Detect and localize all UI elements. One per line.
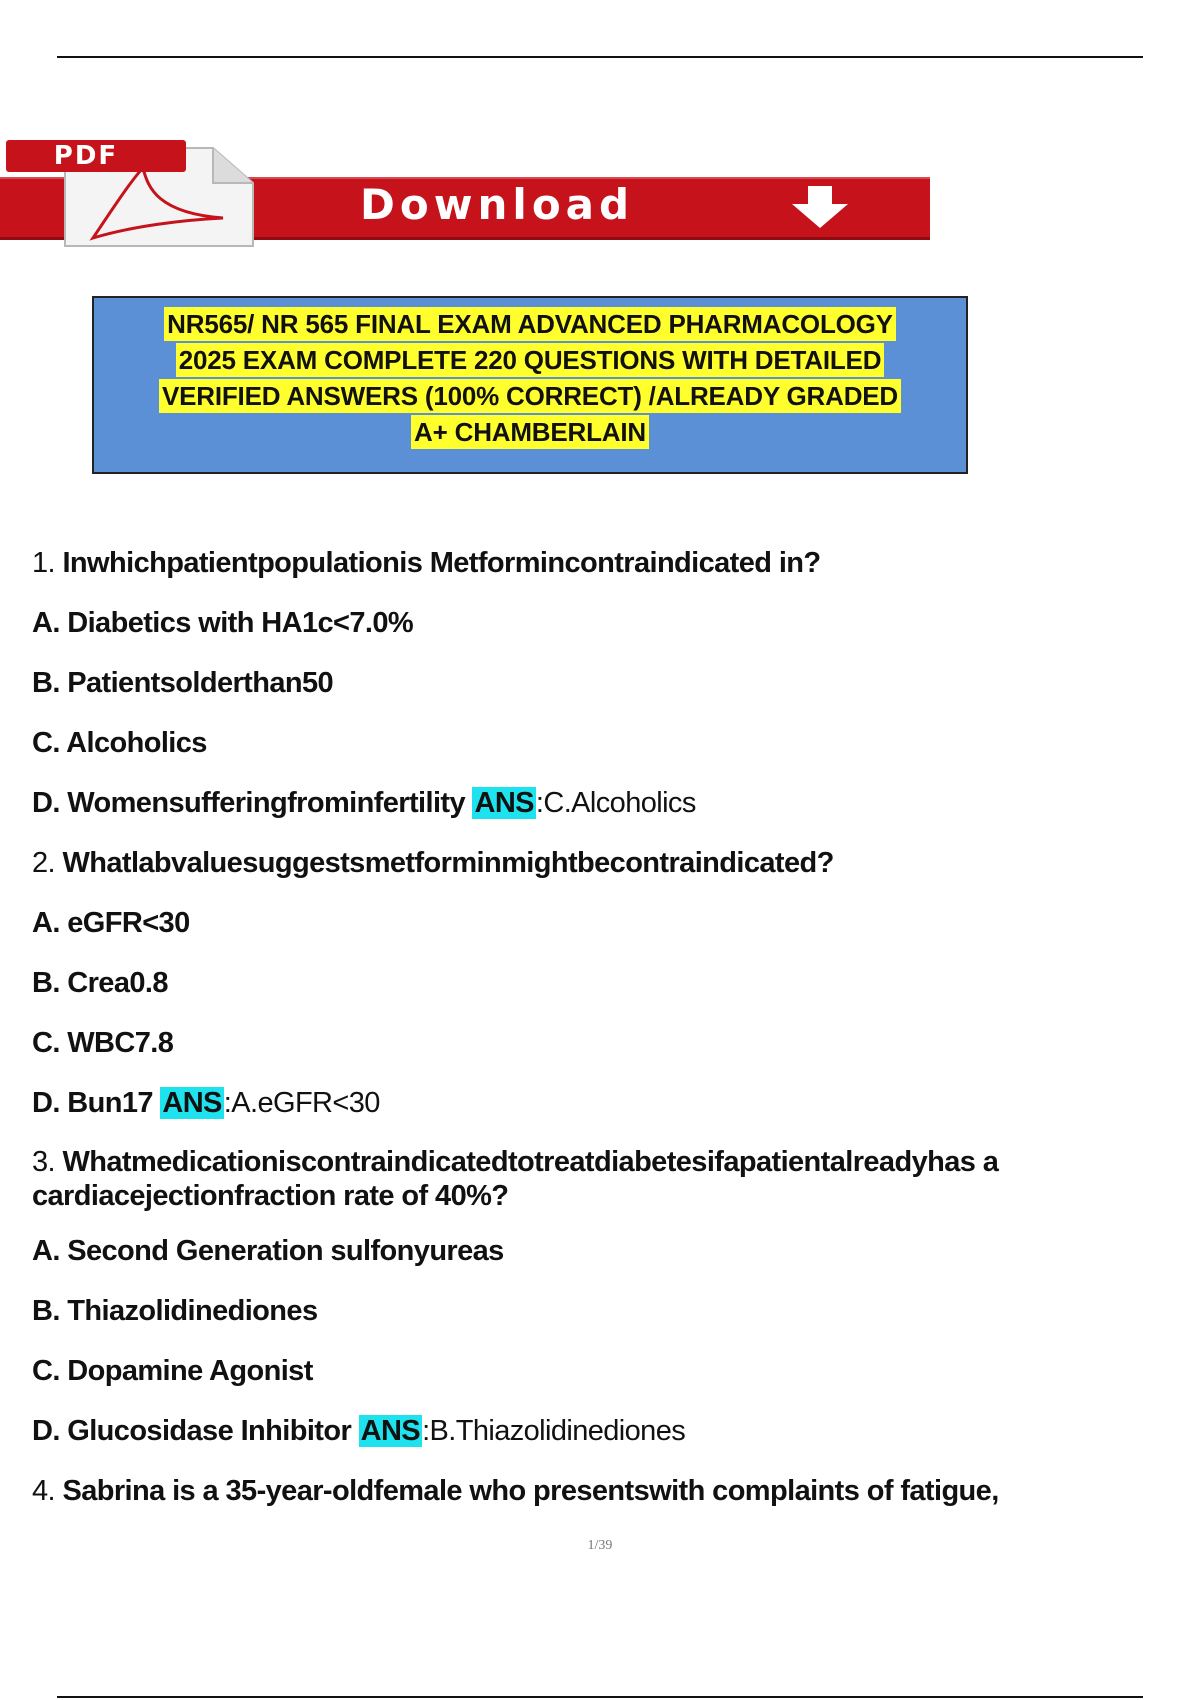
page-number: 1/39 xyxy=(587,1538,613,1553)
question-1: 1. Inwhichpatientpopulationis Metformincontraindicated in? xyxy=(32,547,821,579)
title-line: VERIFIED ANSWERS (100% CORRECT) /ALREADY GRADED xyxy=(159,379,901,413)
title-line: NR565/ NR 565 FINAL EXAM ADVANCED PHARMACOLOGY xyxy=(164,307,896,341)
title-line: 2025 EXAM COMPLETE 220 QUESTIONS WITH DETAILED xyxy=(176,343,885,377)
answer-value: :B.Thiazolidinediones xyxy=(422,1415,686,1447)
question-list xyxy=(32,545,1152,1533)
top-rule xyxy=(57,56,1143,58)
option-with-answer: D. Bun17 ANS:A.eGFR<30 xyxy=(32,1087,380,1119)
option: B. Thiazolidinediones xyxy=(32,1295,318,1327)
exam-title-box xyxy=(92,296,968,474)
option: A. Second Generation sulfonyureas xyxy=(32,1235,504,1267)
option-with-answer: D. Glucosidase Inhibitor ANS:B.Thiazolidinediones xyxy=(32,1415,686,1447)
bottom-rule xyxy=(57,1696,1143,1698)
answer-value: :C.Alcoholics xyxy=(535,787,696,819)
answer-highlight: ANS xyxy=(360,1415,421,1447)
answer-highlight: ANS xyxy=(162,1087,222,1119)
title-line: A+ CHAMBERLAIN xyxy=(411,415,649,449)
answer-value: :A.eGFR<30 xyxy=(223,1087,380,1119)
question-2: 2. Whatlabvaluesuggestsmetforminmightbecontraindicated? xyxy=(32,847,834,879)
pdf-tag: PDF xyxy=(6,140,186,172)
download-label[interactable]: Download xyxy=(360,180,635,229)
option: C. Alcoholics xyxy=(32,727,207,759)
question-3: 3. Whatmedicationiscontraindicatedtotreatdiabetesifapatientalreadyhas a cardiacejectionfraction rate of 40%? xyxy=(32,1146,999,1212)
option: C. WBC7.8 xyxy=(32,1027,174,1059)
option: A. eGFR<30 xyxy=(32,907,190,939)
option: A. Diabetics with HA1c<7.0% xyxy=(32,607,414,639)
arrow-down-icon[interactable] xyxy=(788,186,852,230)
download-banner[interactable] xyxy=(0,130,935,250)
option: B. Patientsolderthan50 xyxy=(32,667,334,699)
option-with-answer: D. Womensufferingfrominfertility ANS:C.Alcoholics xyxy=(32,787,696,819)
question-4: 4. Sabrina is a 35-year-oldfemale who presentswith complaints of fatigue, xyxy=(32,1475,999,1507)
answer-highlight: ANS xyxy=(474,787,534,819)
option: B. Crea0.8 xyxy=(32,967,168,999)
option: C. Dopamine Agonist xyxy=(32,1355,313,1387)
